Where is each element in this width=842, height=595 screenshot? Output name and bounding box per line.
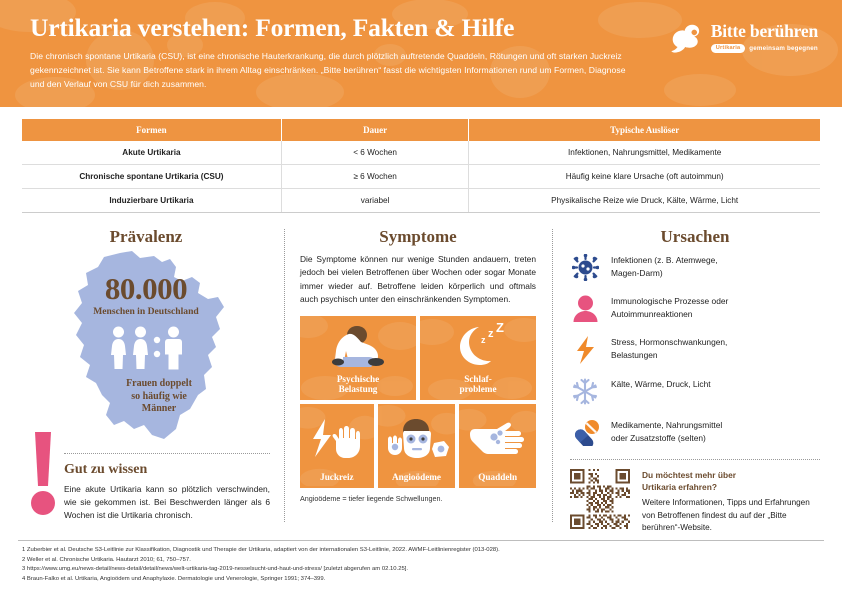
symptome-heading: Symptome	[379, 227, 457, 246]
ursachen-column	[552, 227, 820, 532]
cause-icon-wrap	[570, 335, 600, 364]
page-subtitle: Die chronisch spontane Urtikaria (CSU), ist eine chronische Hauterkrankung, die durch plötzlich auftretende Quaddeln, Rötungen und oft starken Juckreiz gekennzeichnet ist. Sie kann Betroffene stark in ihrem Alltag einschränken. „Bitte berühren“ fasst die wichtigsten Informationen rund um Formen, Diagnose und den Verlauf von CSU für dich zusammen.	[30, 51, 626, 89]
table-cell-triggers: Häufig keine klare Ursache (oft autoimmun)	[469, 165, 820, 189]
symptom-tile-juckreiz[interactable]	[300, 404, 374, 488]
cause-item-kaelte	[570, 377, 820, 405]
forms-table	[22, 119, 820, 213]
sitting-person-icon	[329, 323, 387, 367]
table-cell-duration: ≥ 6 Wochen	[281, 165, 469, 189]
table-row	[22, 189, 820, 213]
symptom-tiles-top	[300, 316, 536, 400]
footnote-item: 2 Weller et al. Chronische Urtikaria. Hautarzt 2010; 61, 750–757.	[22, 556, 191, 563]
cause-text: Stress, Hormonschwankungen, Belastungen	[611, 337, 728, 360]
symptom-tile-label: Schlaf- probleme	[459, 374, 497, 395]
cause-text: Medikamente, Nahrungsmittel oder Zusatzstoffe (selten)	[611, 420, 723, 443]
qr-block	[570, 469, 820, 534]
table-header-row	[22, 119, 820, 141]
symptome-text: Die Symptome können nur wenige Stunden andauern, treten jedoch bei vielen Betroffenen über Wochen oder sogar Monate immer wieder auf. Betroffene leiden körperlich und oftmals auch psychisch unter den einschränkenden Symptomen.	[300, 254, 536, 305]
pravalenz-number: 80.000	[104, 271, 188, 306]
tile-artwork	[378, 404, 456, 473]
footnotes	[22, 546, 824, 584]
lightning-hand-icon	[309, 417, 365, 459]
table-cell-triggers: Infektionen, Nahrungsmittel, Medikamente	[469, 141, 820, 165]
hand-logo-icon	[671, 22, 705, 54]
cause-text: Infektionen (z. B. Atemwege, Magen-Darm)	[611, 255, 718, 278]
table-cell-form: Induzierbare Urtikaria	[22, 189, 281, 213]
footnote-item: 1 Zuberbier et al. Deutsche S3-Leitlinie zur Klassifikation, Diagnostik und Therapie der Urtikaria, adaptiert von der internationalen S3-Leitlinie, 2022. AWMF-Leitlinienregister (013-028).	[22, 547, 500, 553]
cause-item-stress	[570, 335, 820, 364]
cause-text: Immunologische Prozesse oder Autoimmunreaktionen	[611, 296, 729, 319]
gender-ratio-note: Frauen doppelt so häufig wie Männer	[126, 378, 192, 414]
symptom-tile-schlafprobleme[interactable]	[420, 316, 536, 400]
pravalenz-column	[22, 227, 284, 532]
svg-text:z: z	[481, 334, 486, 345]
pravalenz-stats	[22, 273, 270, 416]
qr-body-text: Weitere Informationen, Tipps und Erfahrungen von Betroffenen findest du auf der „Bitte berühren“-Website.	[642, 498, 810, 532]
swollen-face-icon	[384, 417, 450, 459]
hand-wheals-icon	[467, 418, 529, 458]
table-cell-duration: < 6 Wochen	[281, 141, 469, 165]
cause-item-infektionen	[570, 253, 820, 281]
table-header-ausloeser: Typische Auslöser	[469, 119, 820, 141]
forms-table-wrapper	[22, 119, 820, 213]
qr-code-icon[interactable]	[570, 469, 630, 529]
pills-icon	[571, 419, 600, 446]
qr-block-divider	[570, 459, 820, 460]
logo-name: Bitte berühren	[710, 21, 818, 41]
footer-divider	[18, 540, 824, 541]
cause-icon-wrap	[570, 253, 600, 281]
table-row	[22, 165, 820, 189]
woman-figure-icon	[131, 326, 150, 370]
table-header-dauer: Dauer	[281, 119, 469, 141]
qr-text-block	[642, 469, 820, 534]
person-icon	[573, 295, 598, 322]
qr-heading: Du möchtest mehr über Urtikaria erfahren?	[642, 470, 737, 493]
man-figure-icon	[164, 326, 183, 370]
exclamation-mark-icon	[22, 430, 64, 518]
snowflake-icon	[572, 378, 598, 405]
logo-pill: Urtikaria	[711, 44, 746, 53]
cause-icon-wrap	[570, 377, 600, 405]
ratio-colon-icon	[153, 336, 161, 360]
page-header	[0, 0, 842, 107]
symptom-tile-label: Angioödeme	[392, 472, 442, 483]
symptome-column	[284, 227, 552, 532]
table-cell-duration: variabel	[281, 189, 469, 213]
symptom-tile-label: Quaddeln	[478, 472, 518, 483]
tile-artwork	[300, 404, 374, 473]
ursachen-heading: Ursachen	[660, 227, 730, 246]
gut-zu-wissen-heading: Gut zu wissen	[64, 462, 148, 477]
symptom-tile-angiooedeme[interactable]	[378, 404, 456, 488]
footnote-item: 4 Braun-Falko et al. Urtikaria, Angioödem und Anaphylaxie. Dermatologie und Venerologie, Springer 1991; 374–399.	[22, 575, 326, 582]
table-cell-form: Akute Urtikaria	[22, 141, 281, 165]
lightning-icon	[575, 336, 595, 364]
pravalenz-heading: Prävalenz	[109, 227, 183, 246]
logo-tagline: gemeinsam begegnen	[749, 44, 818, 52]
tile-artwork	[459, 404, 536, 473]
table-cell-triggers: Physikalische Reize wie Druck, Kälte, Wärme, Licht	[469, 189, 820, 213]
symptom-tile-psychische-belastung[interactable]	[300, 316, 416, 400]
tile-artwork	[300, 316, 416, 374]
gut-zu-wissen-text: Eine akute Urtikaria kann so plötzlich verschwinden, wie sie gekommen ist. Bei Beschwerden länger als 6 Wochen ist die Urtikaria chronisch.	[64, 484, 270, 521]
symptom-tile-label: Psychische Belastung	[336, 374, 380, 395]
tile-artwork	[420, 316, 536, 374]
cause-item-immunologische	[570, 294, 820, 322]
germany-map-block	[22, 249, 270, 449]
content-columns	[22, 227, 820, 532]
symptom-tiles-bottom	[300, 404, 536, 488]
angiooedeme-note: Angioödeme = tiefer liegende Schwellungen.	[300, 493, 443, 503]
symptom-tile-quaddeln[interactable]	[459, 404, 536, 488]
cause-icon-wrap	[570, 418, 600, 446]
table-row	[22, 141, 820, 165]
cause-text: Kälte, Wärme, Druck, Licht	[611, 379, 711, 389]
page-title: Urtikaria verstehen: Formen, Fakten & Hilfe	[30, 13, 515, 42]
gut-zu-wissen-block	[22, 454, 270, 522]
symptom-tile-label: Juckreiz	[320, 472, 354, 483]
woman-figure-icon	[109, 326, 128, 370]
gender-ratio-pictogram	[22, 326, 270, 370]
footnote-item: 3 https://www.umg.eu/news-detail/news-detail/detail/news/welt-urtikaria-tag-2019-nesselsucht-und-haut-und-stress/ [zuletzt abgerufen am 02.10.25].	[22, 566, 409, 573]
svg-text:Z: Z	[496, 322, 504, 335]
cause-icon-wrap	[570, 294, 600, 322]
svg-text:z: z	[488, 327, 494, 340]
cause-item-medikamente	[570, 418, 820, 446]
moon-zzz-icon	[449, 323, 507, 367]
table-header-formen: Formen	[22, 119, 281, 141]
pravalenz-number-caption: Menschen in Deutschland	[93, 306, 199, 317]
brand-logo	[671, 14, 818, 54]
table-cell-form: Chronische spontane Urtikaria (CSU)	[22, 165, 281, 189]
virus-icon	[572, 254, 599, 281]
